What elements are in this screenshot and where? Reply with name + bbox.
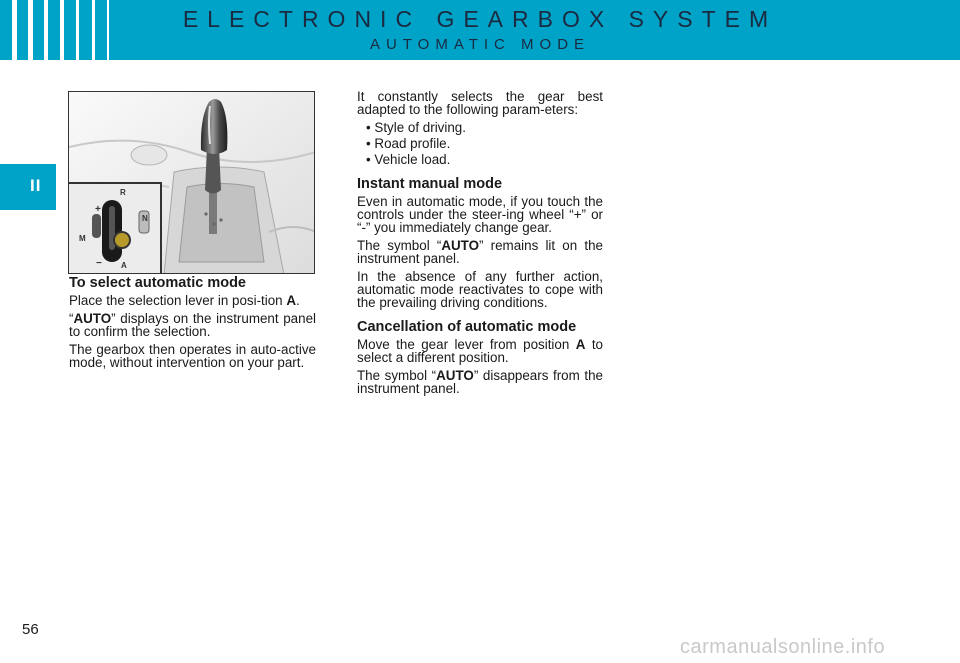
paragraph-text: .	[296, 293, 300, 308]
gate-label-r: R	[120, 188, 126, 197]
section-tab	[0, 164, 56, 210]
paragraph-instant-3: In the absence of any further action, automatic mode reactivates to cope with the prevailing driving conditions.	[357, 269, 603, 310]
page-subtitle: AUTOMATIC MODE	[369, 36, 591, 53]
paragraph-cancel-2	[357, 369, 603, 395]
paragraph-text: ” disappears from the instrument panel.	[357, 368, 603, 396]
header-stripe	[107, 0, 109, 60]
watermark: carmanualsonline.info	[680, 636, 886, 658]
paragraph-text: ” remains lit on the instrument panel.	[357, 238, 603, 266]
paragraph-text: The symbol “	[357, 238, 442, 253]
paragraph-instant-2	[357, 239, 603, 265]
bold-auto: AUTO	[436, 368, 474, 383]
bold-auto: AUTO	[441, 238, 480, 253]
bold-auto: AUTO	[73, 311, 112, 326]
header-stripe	[44, 0, 48, 60]
paragraph-text: ” displays on the instrument panel to confirm the selection.	[69, 311, 316, 339]
header-stripe	[92, 0, 95, 60]
gate-diagram-inset	[69, 182, 162, 274]
list-item: • Road profile.	[366, 136, 451, 151]
paragraph-intro: It constantly selects the gear best adapted to the following param-eters:	[357, 89, 603, 117]
paragraph-instant-1: Even in automatic mode, if you touch the controls under the steer-ing wheel “+” or “-” you immediately change gear.	[357, 194, 603, 235]
paragraph-auto-displays	[69, 312, 316, 338]
paragraph-place-lever	[69, 294, 316, 307]
right-column	[357, 90, 603, 400]
list-item: • Style of driving.	[366, 120, 466, 135]
gate-label-a: A	[121, 261, 127, 270]
header-stripe	[28, 0, 33, 60]
header-band	[0, 0, 960, 60]
header-stripe	[76, 0, 79, 60]
paragraph-text: “	[69, 311, 74, 326]
paragraph-cancel-1	[357, 338, 603, 364]
header-stripe	[60, 0, 64, 60]
paragraph-text: to select a different position.	[357, 337, 603, 365]
bold-position-a: A	[286, 293, 297, 308]
page-title: ELECTRONIC GEARBOX SYSTEM	[182, 6, 778, 32]
list-item: • Vehicle load.	[366, 152, 451, 167]
gear-lever-illustration	[68, 91, 315, 274]
left-column	[69, 277, 316, 374]
bold-position-a: A	[575, 337, 586, 352]
paragraph-text: The symbol “	[357, 368, 437, 383]
gate-diagram	[69, 184, 160, 274]
paragraph-text: Place the selection lever in posi-tion	[69, 293, 287, 308]
paragraph-text: Move the gear lever from position	[357, 337, 576, 352]
gate-label-n: N	[142, 214, 148, 223]
paragraph-gearbox-operates: The gearbox then operates in auto-active mode, without intervention on your part.	[69, 342, 316, 370]
heading-cancellation: Cancellation of automatic mode	[357, 319, 577, 335]
gate-label-minus: −	[96, 258, 102, 269]
page-number: 56	[22, 621, 39, 638]
gate-label-plus: +	[95, 204, 101, 215]
section-tab-label: II	[30, 176, 42, 195]
gate-label-m: M	[79, 234, 86, 243]
heading-select-automatic: To select automatic mode	[69, 275, 246, 291]
header-stripe	[12, 0, 17, 60]
heading-instant-manual: Instant manual mode	[357, 176, 503, 192]
